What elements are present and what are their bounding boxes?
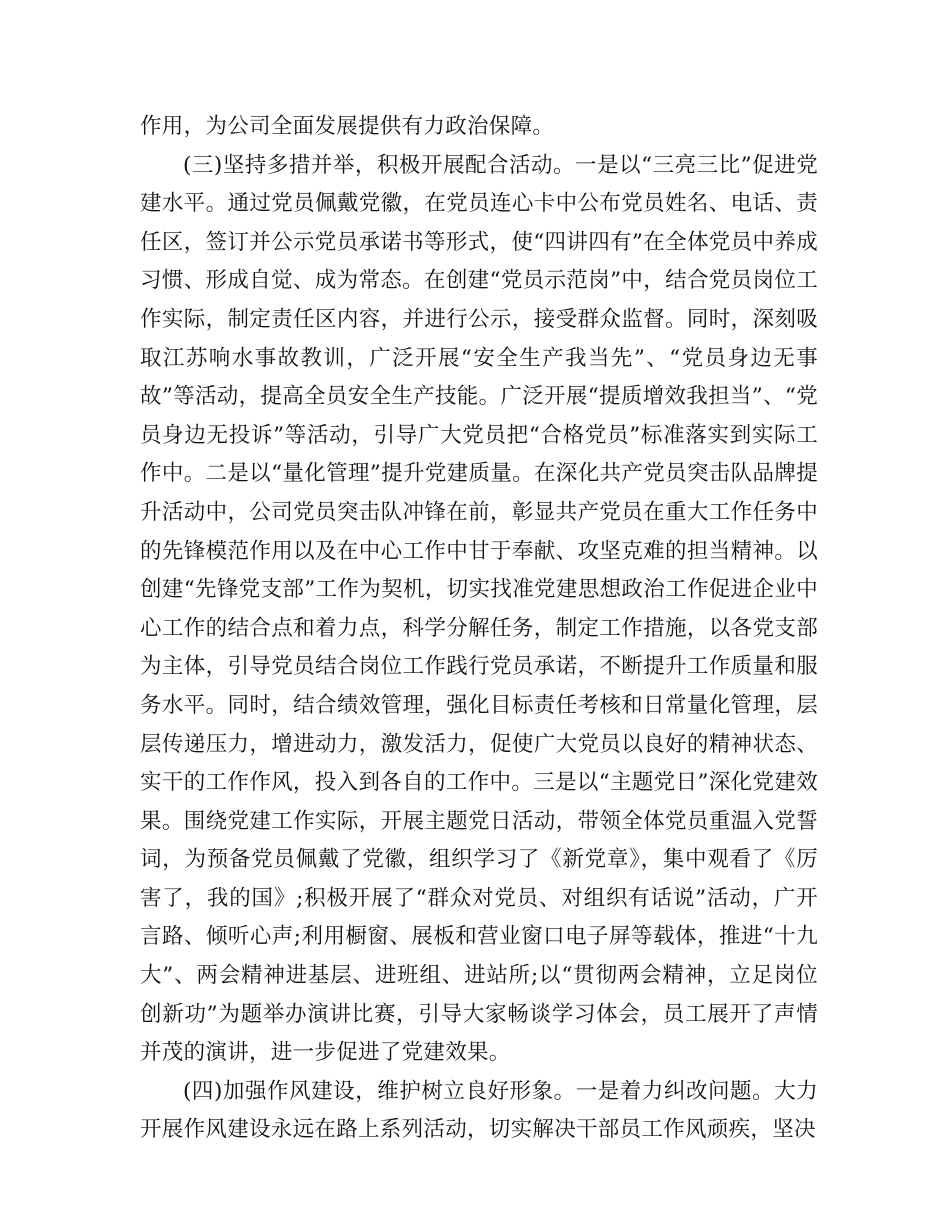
document-body bbox=[140, 108, 818, 1150]
paragraph-section-4: (四)加强作风建设，维护树立良好形象。一是着力纠改问题。大力开展作风建设永远在路上系列活动，切实解决干部员工作风顽疾，坚决 bbox=[140, 1078, 818, 1143]
paragraph-continuation: 作用，为公司全面发展提供有力政治保障。 bbox=[140, 114, 555, 139]
paragraph-section-3: (三)坚持多措并举，积极开展配合活动。一是以“三亮三比”促进党建水平。通过党员佩戴党徽，在党员连心卡中公布党员姓名、电话、责任区，签订并公示党员承诺书等形式，使“四讲四有”在全体党员中养成习惯、形成自觉、成为常态。在创建“党员示范岗”中，结合党员岗位工作实际，制定责任区内容，并进行公示，接受群众监督。同时，深刻吸取江苏响水事故教训，广泛开展“安全生产我当先”、“党员身边无事故”等活动，提高全员安全生产技能。广泛开展“提质增效我担当”、“党员身边无投诉”等活动，引导广大党员把“合格党员”标准落实到实际工作中。二是以“量化管理”提升党建质量。在深化共产党员突击队品牌提升活动中，公司党员突击队冲锋在前，彰显共产党员在重大工作任务中的先锋模范作用以及在中心工作中甘于奉献、攻坚克难的担当精神。以创建“先锋党支部”工作为契机，切实找准党建思想政治工作促进企业中心工作的结合点和着力点，科学分解任务，制定工作措施，以各党支部为主体，引导党员结合岗位工作践行党员承诺，不断提升工作质量和服务水平。同时，结合绩效管理，强化目标责任考核和日常量化管理，层层传递压力，增进动力，激发活力，促使广大党员以良好的精神状态、实干的工作作风，投入到各自的工作中。三是以“主题党日”深化党建效果。围绕党建工作实际，开展主题党日活动，带领全体党员重温入党誓词，为预备党员佩戴了党徽，组织学习了《新党章》，集中观看了《厉害了，我的国》;积极开展了“群众对党员、对组织有话说”活动，广开言路、倾听心声;利用橱窗、展板和营业窗口电子屏等载体，推进“十九大”、两会精神进基层、进班组、进站所;以“贯彻两会精神，立足岗位创新功”为题举办演讲比赛，引导大家畅谈学习体会，员工展开了声情并茂的演讲，进一步促进了党建效果。 bbox=[140, 152, 818, 1066]
